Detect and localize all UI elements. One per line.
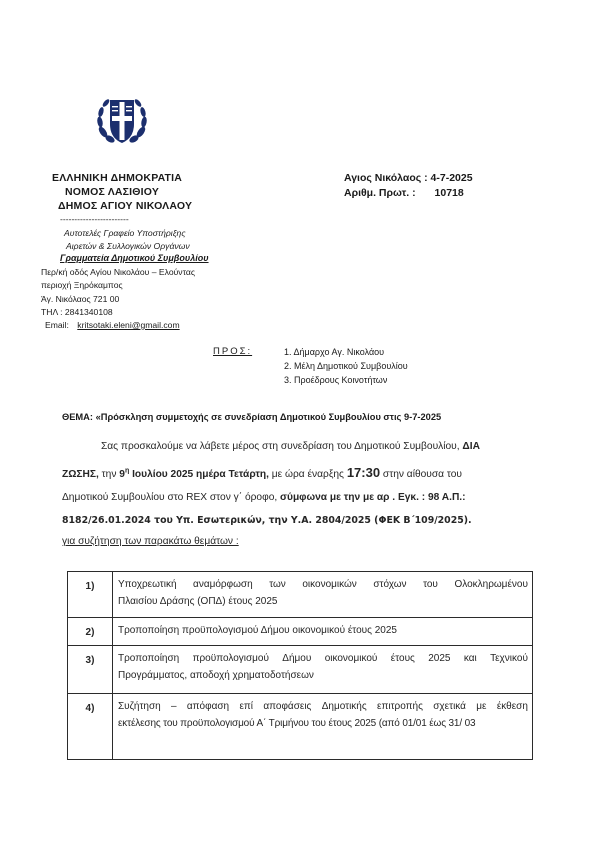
agenda-text — [113, 572, 533, 618]
agenda-word: προϋπολογισμού — [192, 653, 269, 664]
phone-line: ΤΗΛ : 2841340108 — [41, 307, 113, 317]
agenda-line: Τροποποίηση προϋπολογισμού Δήμου οικονομικού έτους 2025 — [118, 625, 397, 636]
issuer-prefecture: ΝΟΜΟΣ ΛΑΣΙΘΙΟΥ — [65, 186, 160, 198]
agenda-word: Υποχρεωτική — [118, 579, 177, 590]
agenda-word: απόφαση — [186, 701, 230, 712]
email-line — [45, 320, 180, 330]
body-text-bold: σύμφωνα με την με αρ . Εγκ. : 98 Α.Π.: — [280, 492, 466, 503]
agenda-number: 4) — [68, 694, 113, 760]
body-text-bold: ΔΙΑ — [462, 441, 480, 452]
body-text: την — [101, 469, 117, 480]
body-line-3 — [62, 492, 466, 503]
agenda-number: 1) — [68, 572, 113, 618]
office-line-2: Αιρετών & Συλλογικών Οργάνων — [66, 241, 190, 251]
agenda-number: 2) — [68, 618, 113, 646]
agenda-word: Τροποποίηση — [118, 653, 180, 664]
recipients-label: ΠΡΟΣ: — [213, 346, 253, 357]
address-line-2: περιοχή Ξηρόκαμπος — [41, 280, 123, 290]
agenda-line — [118, 698, 528, 715]
legal-reference: 8182/26.01.2024 του Υπ. Εσωτερικών, την Υ.Α. 2804/2025 (ΦΕΚ Β΄109/2025) — [62, 515, 469, 526]
recipient-item: 1. Δήμαρχο Αγ. Νικολάου — [284, 347, 385, 357]
meeting-time: 17:30 — [346, 465, 381, 480]
agenda-word: οικονομικού — [324, 653, 378, 664]
agenda-text — [113, 618, 533, 646]
agenda-line — [118, 576, 528, 593]
issuer-municipality: ΔΗΜΟΣ ΑΓΙΟΥ ΝΙΚΟΛΑΟΥ — [58, 200, 193, 212]
agenda-word: των — [269, 579, 286, 590]
issuer-republic: ΕΛΛΗΝΙΚΗ ΔΗΜΟΚΡΑΤΙΑ — [52, 172, 183, 184]
agenda-word: αναμόρφωση — [193, 579, 253, 590]
meeting-day: 9 — [119, 469, 125, 480]
office-line-3: Γραμματεία Δημοτικού Συμβουλίου — [60, 253, 209, 263]
day-ordinal: η — [124, 467, 130, 475]
agenda-word: Δήμου — [282, 653, 312, 664]
body-line-1 — [101, 441, 480, 452]
agenda-word: έτους — [390, 653, 415, 664]
body-text: με ώρα έναρξης — [271, 469, 344, 480]
agenda-word: αποφάσεις — [263, 701, 312, 712]
agenda-word: στόχων — [373, 579, 407, 590]
agenda-word: και — [463, 653, 477, 664]
protocol-number: 10718 — [434, 187, 464, 199]
table-row — [68, 572, 533, 618]
table-row — [68, 694, 533, 760]
address-line-3: Άγ. Νικόλαος 721 00 — [41, 294, 120, 304]
office-line-1: Αυτοτελές Γραφείο Υποστήριξης — [64, 228, 186, 238]
protocol-line — [344, 187, 464, 199]
place-date: Αγιος Νικόλαος : 4-7-2025 — [344, 172, 473, 184]
agenda-line: εκτέλεσης του προϋπολογισμού Α΄ Τριμήνου του έτους 2025 (από 01/01 έως 31/ 03 — [118, 718, 476, 729]
body-text: στην αίθουσα του — [382, 469, 462, 480]
agenda-line: Προγράμματος, αποδοχή χρηματοδοτήσεων — [118, 670, 314, 681]
body-text: Δημοτικού Συμβουλίου στο REX στον γ΄ όροφο, — [62, 492, 278, 503]
agenda-word: επί — [239, 701, 254, 712]
agenda-word: με — [476, 701, 487, 712]
subject-line: ΘΕΜΑ: «Πρόσκληση συμμετοχής σε συνεδρίαση Δημοτικού Συμβουλίου στις 9-7-2025 — [62, 412, 442, 422]
agenda-table — [67, 571, 533, 760]
agenda-word: έκθεση — [496, 701, 528, 712]
coat-of-arms-emblem — [94, 92, 150, 148]
agenda-text — [113, 646, 533, 694]
recipient-item: 2. Μέλη Δημοτικού Συμβουλίου — [284, 361, 408, 371]
agenda-word: οικονομικών — [302, 579, 357, 590]
agenda-number: 3) — [68, 646, 113, 694]
email-link[interactable]: kritsotaki.eleni@gmail.com — [77, 320, 180, 330]
agenda-word: Δημοτικής — [321, 701, 367, 712]
body-text-bold: ΖΩΣΗΣ, — [62, 469, 99, 480]
agenda-line — [118, 650, 528, 667]
body-text: . — [468, 515, 472, 526]
agenda-line: Πλαισίου Δράσης (ΟΠΔ) έτους 2025 — [118, 596, 278, 607]
agenda-intro: για συζήτηση των παρακάτω θεμάτων : — [62, 536, 239, 547]
agenda-word: του — [423, 579, 438, 590]
email-label: Email: — [45, 320, 69, 330]
recipient-item: 3. Προέδρους Κοινοτήτων — [284, 375, 388, 385]
agenda-word: Τεχνικού — [490, 653, 528, 664]
table-row — [68, 646, 533, 694]
table-row — [68, 618, 533, 646]
agenda-word: επιτροπής — [377, 701, 423, 712]
agenda-word: σχετικά — [433, 701, 466, 712]
protocol-label: Αριθμ. Πρωτ. : — [344, 187, 416, 199]
agenda-word: – — [171, 701, 177, 712]
agenda-text — [113, 694, 533, 760]
body-line-4 — [62, 515, 472, 526]
meeting-date: Ιουλίου 2025 ημέρα Τετάρτη, — [132, 469, 269, 480]
agenda-word: Συζήτηση — [118, 701, 161, 712]
agenda-word: Ολοκληρωμένου — [454, 579, 528, 590]
agenda-word: 2025 — [428, 653, 451, 664]
header-divider: ------------------------ — [60, 214, 129, 224]
body-text: Σας προσκαλούμε να λάβετε μέρος στη συνεδρίαση του Δημοτικού Συμβουλίου, — [101, 441, 460, 452]
address-line-1: Περ/κή οδός Αγίου Νικολάου – Ελούντας — [41, 267, 195, 277]
body-line-2 — [62, 465, 462, 480]
